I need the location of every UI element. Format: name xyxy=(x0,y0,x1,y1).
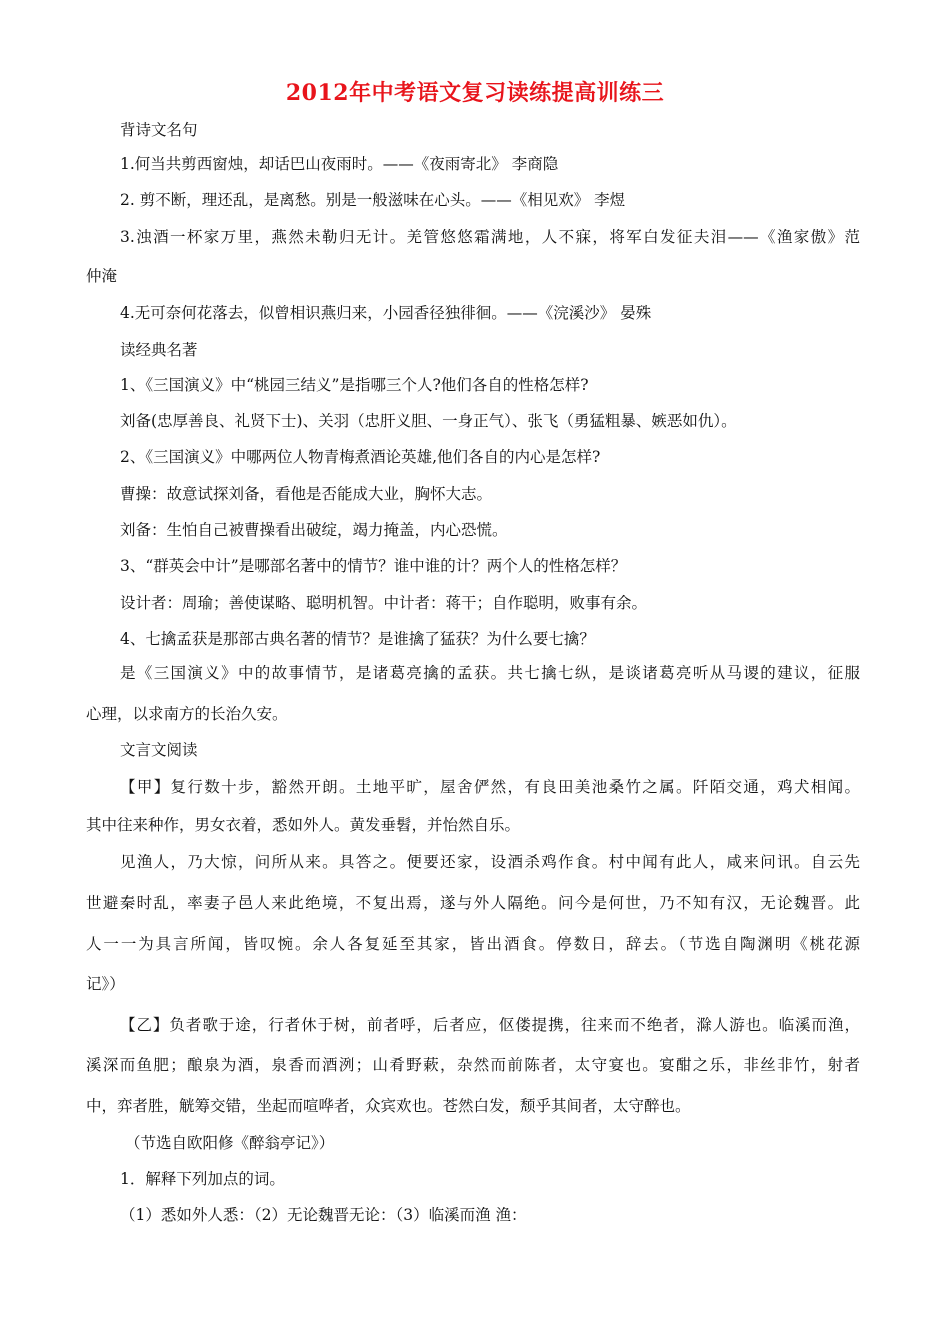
answer-3: 设计者：周瑜；善使谋略、聪明机智。中计者：蒋干；自作聪明，败事有余。 xyxy=(120,594,648,612)
question-3: 3、“群英会中计”是哪部名著中的情节？谁中谁的计？两个人的性格怎样？ xyxy=(120,557,627,575)
poem-line-1: 1.何当共剪西窗烛，却话巴山夜雨时。——《夜雨寄北》 李商隐 xyxy=(120,155,559,173)
poem-line-4: 4.无可奈何花落去，似曾相识燕归来，小园香径独徘徊。——《浣溪沙》 晏殊 xyxy=(120,304,652,322)
passage-jia-line-2: 其中往来种作，男女衣着，悉如外人。黄发垂髫，并怡然自乐。 xyxy=(86,816,521,834)
exercise-1-items: （1）悉如外人悉：（2）无论魏晋无论：（3）临溪而渔 渔： xyxy=(120,1206,527,1224)
passage-yi-line-1: 【乙】负者歌于途，行者休于树，前者呼，后者应，伛偻提携，往来而不绝者，滁人游也。临溪而渔， xyxy=(120,1016,860,1034)
answer-2a: 曹操：故意试探刘备，看他是否能成大业，胸怀大志。 xyxy=(120,485,493,503)
poem-line-2: 2. 剪不断，理还乱，是离愁。别是一般滋味在心头。——《相见欢》 李煜 xyxy=(120,191,626,209)
question-2: 2、《三国演义》中哪两位人物青梅煮酒论英雄,他们各自的内心是怎样? xyxy=(120,448,601,466)
passage-jia-line-1: 【甲】复行数十步，豁然开朗。土地平旷，屋舍俨然，有良田美池桑竹之属。阡陌交通，鸡犬相闻。 xyxy=(120,778,860,796)
passage-yi-line-2: 溪深而鱼肥；酿泉为酒，泉香而酒洌；山肴野蔌，杂然而前陈者，太守宴也。宴酣之乐，非丝非竹，射者 xyxy=(86,1056,860,1074)
question-1: 1、《三国演义》中“桃园三结义”是指哪三个人?他们各自的性格怎样? xyxy=(120,376,589,394)
question-4: 4、七擒孟获是那部古典名著的情节？是谁擒了猛获？为什么要七擒？ xyxy=(120,630,595,648)
exercise-1-prompt: 1．解释下列加点的词。 xyxy=(120,1170,285,1188)
passage-jia-line-5: 人一一为具言所闻，皆叹惋。余人各复延至其家，皆出酒食。停数日，辞去。（节选自陶渊明《桃花源 xyxy=(86,935,860,953)
section-heading-classical: 文言文阅读 xyxy=(120,741,198,759)
passage-yi-line-3: 中，弈者胜，觥筹交错，坐起而喧哗者，众宾欢也。苍然白发，颓乎其间者，太守醉也。 xyxy=(86,1097,691,1115)
answer-4: 是《三国演义》中的故事情节，是诸葛亮擒的孟获。共七擒七纵，是谈诸葛亮听从马谡的建议，征服 xyxy=(120,664,860,682)
poem-line-3-cont: 仲淹 xyxy=(86,267,118,285)
answer-1: 刘备(忠厚善良、礼贤下士)、关羽（忠肝义胆、一身正气）、张飞（勇猛粗暴、嫉恶如仇）。 xyxy=(120,412,737,430)
passage-jia-line-3: 见渔人，乃大惊，问所从来。具答之。便要还家，设酒杀鸡作食。村中闻有此人，咸来问讯。自云先 xyxy=(120,853,860,871)
passage-yi-source: （节选自欧阳修《醉翁亭记》） xyxy=(125,1134,335,1152)
poem-line-3: 3.浊酒一杯家万里，燕然未勒归无计。羌管悠悠霜满地，人不寐，将军白发征夫泪——《渔家傲》范 xyxy=(120,228,860,246)
section-heading-poetry: 背诗文名句 xyxy=(120,121,198,139)
answer-4-cont: 心理，以求南方的长治久安。 xyxy=(86,705,288,723)
answer-2b: 刘备：生怕自己被曹操看出破绽，竭力掩盖，内心恐慌。 xyxy=(120,521,508,539)
document-title: 2012年中考语文复习读练提高训练三 xyxy=(285,80,665,106)
passage-jia-line-4: 世避秦时乱，率妻子邑人来此绝境，不复出焉，遂与外人隔绝。问今是何世，乃不知有汉，无论魏晋。此 xyxy=(86,894,860,912)
section-heading-classics: 读经典名著 xyxy=(120,341,198,359)
passage-jia-line-6: 记》） xyxy=(86,975,125,993)
